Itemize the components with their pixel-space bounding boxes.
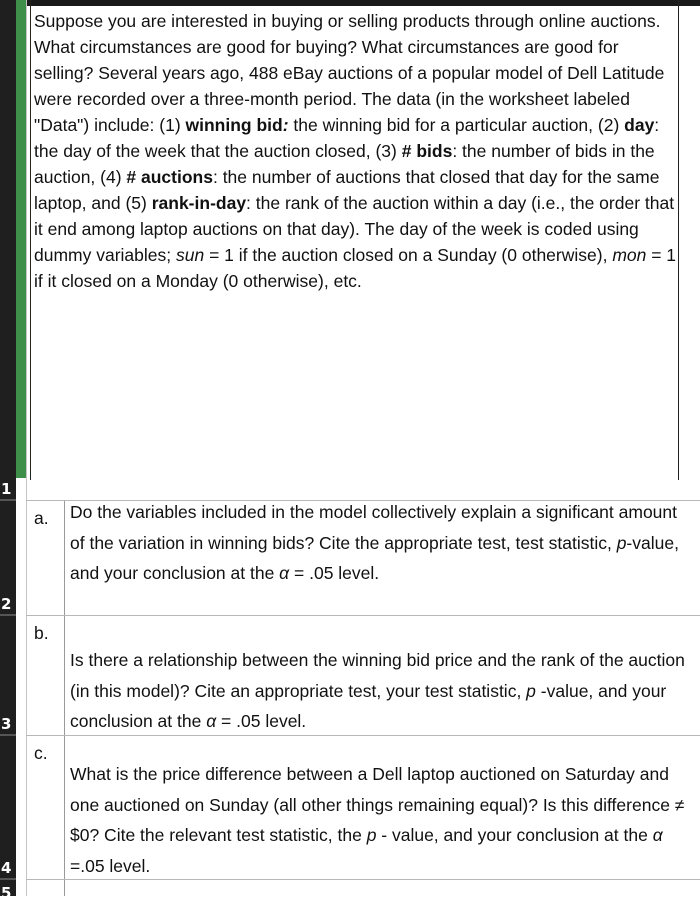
row-number: 1	[1, 480, 12, 498]
row-number: 4	[1, 859, 12, 877]
question-a-cell[interactable]	[70, 497, 696, 589]
row-header-2[interactable]	[0, 501, 16, 615]
question-text: = .05 level.	[216, 711, 307, 731]
alpha-symbol: α	[206, 711, 217, 731]
grid-line-horizontal	[26, 615, 700, 616]
intro-text: : the rank of the auction within a day (i.e., the order that it end among laptop auctions on that day). The day of the week is coded using dummy variables;	[34, 193, 675, 265]
term-colon: :	[282, 115, 289, 135]
intro-text: = 1 if the auction closed on a Sunday (0 otherwise),	[204, 245, 613, 265]
row-number: 5	[1, 884, 12, 902]
grid-line-vertical	[26, 0, 27, 896]
row-number: 3	[1, 715, 12, 733]
question-b-cell[interactable]	[70, 645, 696, 737]
row-header-4[interactable]	[0, 736, 16, 879]
p-symbol: p	[366, 825, 377, 845]
alpha-symbol: α	[652, 825, 663, 845]
term-auctions: # auctions	[126, 167, 213, 187]
intro-text: = 1 if it closed on a Monday (0 otherwise), etc.	[34, 245, 677, 291]
top-border	[26, 0, 700, 6]
question-text: What is the price difference between a Dell laptop auctioned on Saturday and one auctioned on Sunday (all other things remaining equal)? Is this difference ≠ $0? Cite the relevant test statistic, the	[70, 764, 685, 845]
question-text: = .05 level.	[289, 563, 380, 583]
intro-cell[interactable]	[34, 8, 682, 294]
row-header-5[interactable]	[0, 880, 16, 902]
intro-text: the winning bid for a particular auction, (2)	[288, 115, 625, 135]
term-bids: # bids	[401, 141, 453, 161]
term-winning-bid: winning bid	[185, 115, 283, 135]
question-text: - value, and your conclusion at the	[376, 825, 653, 845]
question-b-letter: b.	[34, 623, 49, 643]
question-text: -value, and your conclusion at the	[70, 680, 667, 731]
question-c-cell[interactable]	[70, 759, 696, 881]
intro-text: : the day of the week that the auction closed, (3)	[34, 115, 660, 161]
p-symbol: p	[526, 680, 536, 701]
row-header-3[interactable]	[0, 616, 16, 735]
alpha-symbol: α	[279, 563, 290, 583]
term-rank-in-day: rank-in-day	[151, 193, 247, 213]
question-text: =.05 level.	[70, 855, 151, 876]
row-header-1[interactable]	[0, 0, 16, 500]
term-day: day	[624, 115, 655, 135]
question-text: Do the variables included in the model collectively explain a significant amount of the variation in winning bids? Cite the appropriate test, test statistic,	[70, 502, 678, 553]
question-c-letter: c.	[34, 743, 48, 763]
p-symbol: p	[616, 532, 627, 553]
question-text: -value, and your conclusion at the	[70, 532, 679, 583]
question-a-letter: a.	[34, 508, 49, 528]
cell-border-left	[30, 0, 31, 480]
grid-line-vertical	[64, 500, 65, 896]
intro-text: : the number of bids in the auction, (4)	[34, 141, 655, 187]
row-number: 2	[1, 595, 12, 613]
selection-indicator	[16, 0, 26, 478]
var-mon: mon	[612, 245, 647, 265]
var-sun: sun	[176, 245, 205, 265]
intro-text: Suppose you are interested in buying or selling products through online auctions. What circumstances are good for buying? What circumstances are good for selling? Several years ago, 488 eBay auctions of a popular model of Dell Latitude were recorded over a three-month period. The data (in the worksheet labeled "Data") include: (1)	[34, 11, 665, 135]
intro-text: : the number of auctions that closed that day for the same laptop, and (5)	[34, 167, 660, 213]
question-text: Is there a relationship between the winning bid price and the rank of the auction (in this model)? Cite an appropriate test, your test statistic,	[70, 650, 685, 701]
